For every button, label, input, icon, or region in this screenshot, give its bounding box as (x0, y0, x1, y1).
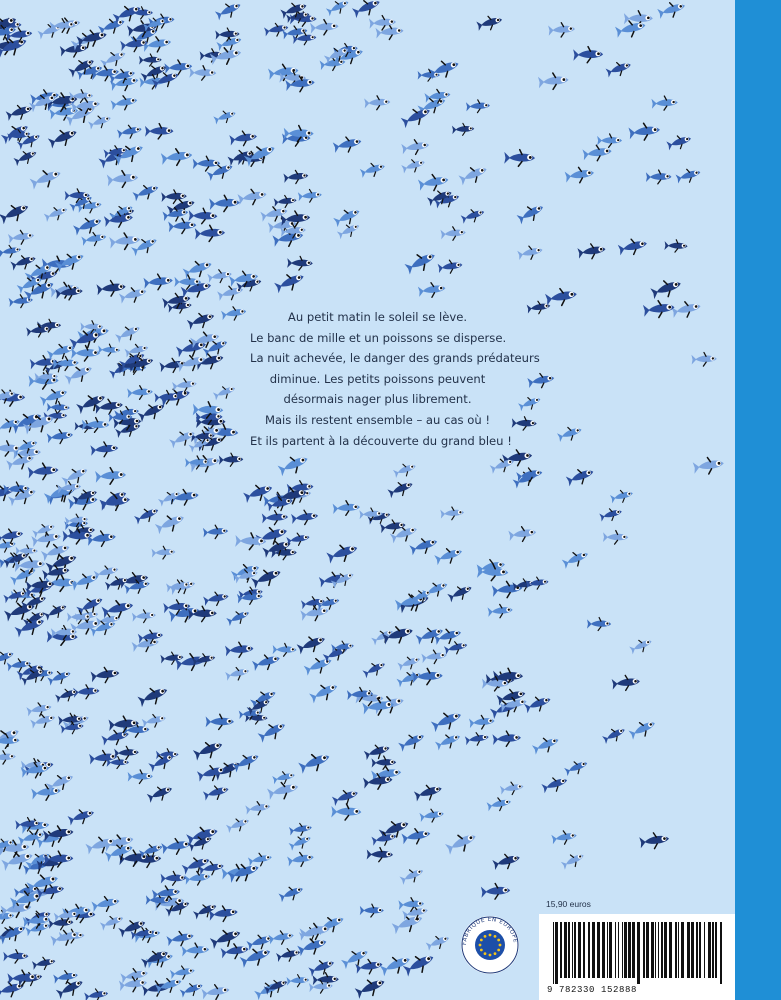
fish-icon (523, 693, 553, 716)
fish-icon (504, 150, 535, 167)
fish-icon (90, 441, 119, 458)
fish-icon (272, 769, 296, 786)
fish-icon (564, 165, 595, 185)
fish-icon (206, 714, 234, 729)
fish-icon (229, 269, 260, 289)
fish-icon (486, 795, 512, 813)
fish-icon (52, 356, 79, 371)
fish-icon (418, 281, 447, 299)
fish-icon (531, 733, 561, 756)
fish-icon (403, 248, 438, 277)
fish-icon (605, 58, 633, 79)
fish-icon (424, 88, 451, 105)
fish-icon (286, 531, 311, 547)
fish-icon (298, 188, 323, 203)
fish-icon (427, 56, 461, 82)
fish-icon (278, 883, 305, 904)
fish-icon (166, 578, 191, 594)
fish-icon (212, 383, 237, 402)
fish-icon (203, 590, 230, 608)
fish-icon (43, 203, 69, 223)
fish-icon (512, 416, 537, 430)
fish-icon (248, 851, 274, 868)
fish-icon (551, 829, 578, 846)
fish-icon (161, 871, 187, 885)
fish-icon (75, 390, 108, 416)
fish-icon (192, 900, 219, 921)
fish-icon (362, 658, 388, 679)
fish-icon (181, 853, 212, 877)
fish-icon (192, 737, 225, 762)
fish-icon (671, 299, 702, 320)
fish-icon (29, 165, 64, 192)
fish-icon (145, 124, 173, 139)
fish-icon (409, 534, 440, 557)
fish-icon (161, 189, 187, 204)
fish-icon (360, 904, 384, 917)
fish-icon (143, 273, 173, 291)
fish-icon (110, 93, 138, 112)
fish-icon (440, 226, 466, 241)
fish-icon (286, 974, 309, 987)
fish-icon (419, 807, 445, 823)
fish-icon (188, 208, 217, 224)
fish-icon (561, 547, 591, 570)
fish-icon (43, 601, 69, 623)
fish-icon (643, 299, 676, 319)
fish-icon (47, 401, 70, 414)
fish-icon (67, 806, 96, 828)
fish-icon (181, 942, 209, 958)
fish-icon (245, 800, 271, 817)
fish-icon (128, 770, 153, 784)
fish-icon (283, 169, 309, 185)
fish-icon (142, 979, 172, 999)
fish-icon (628, 717, 658, 742)
fish-icon (692, 455, 725, 476)
fish-icon (476, 13, 504, 33)
fish-icon (466, 99, 490, 113)
fish-icon (587, 617, 611, 630)
fish-icon (225, 815, 251, 835)
fish-icon (517, 243, 544, 262)
fish-icon (202, 783, 230, 803)
fish-icon (415, 624, 446, 647)
fish-icon (639, 831, 670, 851)
fish-icon (235, 533, 266, 550)
fish-icon (207, 268, 233, 285)
fish-icon (396, 668, 423, 689)
fish-icon (81, 230, 108, 247)
fish-icon (582, 143, 612, 162)
fish-icon (46, 428, 73, 445)
fish-icon (516, 201, 547, 227)
fish-icon (628, 122, 661, 142)
fish-icon (336, 220, 362, 241)
fish-icon (371, 756, 396, 770)
fish-icon (651, 95, 678, 110)
fish-icon (221, 305, 248, 322)
fish-icon (98, 344, 121, 357)
fish-icon (657, 0, 688, 21)
fish-icon (127, 385, 153, 400)
fish-icon (538, 72, 569, 91)
fish-icon (95, 467, 127, 485)
fish-icon (161, 836, 192, 856)
fish-icon (363, 741, 391, 762)
fish-icon (364, 95, 391, 110)
fish-icon (412, 668, 443, 686)
fish-icon (151, 546, 175, 560)
fish-icon (446, 582, 474, 604)
price-label: 15,90 euros (546, 899, 591, 909)
fish-icon (164, 59, 193, 76)
fish-icon (351, 0, 383, 20)
fish-icon (132, 181, 161, 203)
fish-icon (193, 156, 221, 171)
fish-icon (132, 609, 157, 624)
fish-icon (7, 969, 37, 986)
fish-icon (397, 730, 427, 754)
fish-icon (291, 509, 319, 526)
fish-icon (399, 865, 426, 887)
fish-icon (13, 147, 39, 168)
fish-icon (418, 172, 450, 193)
fish-icon (610, 487, 635, 505)
fish-icon (444, 829, 479, 857)
fish-icon (646, 170, 672, 184)
fish-icon (481, 883, 511, 900)
fish-icon (666, 132, 693, 152)
fish-icon (231, 750, 262, 775)
fish-icon (71, 345, 100, 361)
fish-icon (117, 123, 143, 141)
fish-icon (401, 826, 432, 846)
fish-icon (186, 309, 216, 332)
fish-icon (0, 750, 16, 765)
fish-icon (166, 929, 195, 948)
fish-icon (437, 258, 463, 274)
fish-icon (332, 500, 360, 516)
spine-edge (735, 0, 781, 1000)
fish-icon (458, 162, 490, 187)
fish-icon (189, 65, 216, 80)
fish-icon (601, 724, 627, 745)
fish-icon (257, 718, 289, 744)
fish-icon (611, 674, 640, 692)
fish-icon (99, 47, 128, 70)
fish-icon (303, 653, 334, 677)
fish-icon (387, 478, 415, 500)
fish-icon (225, 665, 251, 683)
fish-icon (492, 851, 522, 872)
fish-icon (133, 504, 161, 526)
fish-icon (179, 980, 205, 1000)
fish-icon (141, 712, 167, 730)
fish-icon (434, 730, 462, 752)
blurb-line: Et ils partent à la découverte du grand bleu ! (250, 433, 512, 448)
blurb-line: Le banc de mille et un poissons se disperse. (250, 330, 507, 345)
fish-icon (30, 711, 57, 730)
fish-icon (273, 194, 297, 208)
fish-icon (87, 112, 112, 131)
fish-icon (0, 538, 17, 554)
fish-icon (308, 679, 340, 705)
fish-icon (14, 614, 47, 640)
fish-icon (195, 225, 226, 242)
fish-icon (325, 0, 351, 18)
fish-icon (91, 894, 121, 914)
fish-icon (139, 54, 162, 67)
fish-icon (433, 626, 463, 647)
fish-icon (287, 256, 313, 270)
fish-icon (114, 322, 142, 345)
fish-icon (225, 641, 254, 658)
fish-icon (675, 166, 702, 186)
fish-icon (413, 781, 444, 803)
fish-icon (84, 987, 109, 1000)
fish-icon (0, 199, 31, 226)
fish-icon (229, 129, 258, 147)
fish-icon (146, 782, 175, 804)
barcode (539, 914, 735, 1000)
fish-icon (430, 707, 464, 734)
fish-icon (168, 218, 197, 235)
fish-icon (266, 779, 300, 802)
fish-icon (268, 929, 295, 946)
fish-icon (203, 524, 229, 539)
eu-badge-text: FABRIQUÉ EN EUROPE (461, 916, 518, 946)
fish-icon (184, 870, 211, 887)
fish-icon (560, 850, 586, 872)
fish-icon (251, 651, 281, 673)
fish-icon (226, 607, 252, 628)
isbn-number: 9 782330 152888 (547, 985, 638, 995)
blurb-line: Mais ils restent ensemble – au cas où ! (264, 412, 491, 427)
barcode-bars (549, 922, 725, 984)
fish-icon (0, 244, 22, 259)
fish-icon (617, 236, 648, 258)
fish-icon (220, 942, 249, 961)
fish-icon (172, 377, 198, 393)
fish-icon (465, 731, 490, 747)
fish-icon (297, 749, 332, 776)
fish-icon (8, 229, 35, 246)
fish-icon (691, 352, 717, 366)
fish-icon (500, 780, 525, 796)
fish-icon (5, 101, 34, 122)
fish-icon (434, 544, 465, 567)
fish-icon (107, 169, 139, 189)
fish-icon (10, 252, 38, 273)
fish-icon (525, 576, 549, 591)
fish-icon (32, 955, 57, 972)
fish-icon (289, 822, 313, 838)
fish-icon (421, 649, 447, 666)
blurb-line: désormais nager plus librement. (283, 392, 472, 407)
fish-icon (219, 453, 244, 467)
blurb-line: diminue. Les petits poissons peuvent (269, 371, 486, 386)
fish-icon (262, 510, 289, 525)
fish-icon (440, 506, 464, 520)
fish-icon (508, 525, 537, 543)
fish-icon (401, 138, 430, 157)
fish-icon (392, 460, 417, 479)
fish-icon (55, 284, 83, 301)
fish-icon (161, 147, 194, 167)
fish-icon (109, 231, 141, 251)
fish-icon (287, 850, 315, 868)
fish-icon (137, 683, 171, 710)
fish-icon (214, 0, 243, 22)
fish-icon (331, 804, 361, 821)
fish-icon (26, 700, 53, 718)
fish-icon (72, 214, 104, 238)
blurb-line: La nuit achevée, le danger des grands prédateurs (250, 351, 540, 366)
fish-icon (517, 394, 542, 413)
fish-icon (93, 563, 120, 582)
fish-icon (460, 206, 486, 226)
fish-icon (469, 714, 495, 730)
fish-icon (276, 946, 302, 964)
fish-icon (3, 949, 28, 963)
fish-icon (375, 23, 404, 40)
fish-icon (443, 639, 468, 656)
fish-icon (565, 465, 596, 489)
fish-icon (545, 286, 579, 308)
fish-icon (664, 239, 687, 252)
fish-icon (273, 643, 297, 656)
fish-icon (237, 187, 268, 207)
fish-icon (603, 530, 628, 544)
fish-icon (397, 653, 422, 672)
fish-icon (548, 22, 575, 38)
fish-icon (263, 976, 289, 996)
fish-icon (556, 423, 583, 443)
fish-icon (47, 667, 73, 687)
fish-icon (277, 451, 311, 478)
fish-icon (308, 956, 337, 978)
fish-icon (90, 665, 120, 684)
fish-icon (541, 774, 570, 795)
fish-icon (452, 123, 475, 136)
fish-icon (628, 636, 653, 656)
fish-icon (577, 242, 607, 261)
eu-stars-icon (460, 915, 520, 975)
fish-icon (332, 134, 363, 155)
fish-icon (354, 974, 388, 1000)
fish-icon (563, 757, 589, 777)
fish-icon (96, 279, 126, 297)
fish-icon (597, 134, 622, 147)
fish-icon (359, 160, 386, 180)
fish-icon (47, 125, 80, 151)
blurb-text (246, 305, 540, 453)
fish-icon (573, 46, 603, 63)
fish-icon (310, 19, 339, 36)
fish-icon (27, 462, 59, 481)
fish-icon (296, 632, 328, 657)
fish-icon (650, 276, 684, 302)
fish-icon (401, 156, 427, 175)
fish-icon (331, 786, 360, 808)
fish-icon (402, 950, 437, 979)
fish-icon (527, 371, 556, 390)
fish-icon (492, 580, 524, 599)
fish-icon (492, 730, 521, 747)
fish-icon (213, 107, 238, 126)
fish-icon (0, 481, 18, 505)
fish-icon (425, 932, 451, 952)
fish-icon (154, 510, 187, 536)
fish-icon (599, 506, 624, 524)
fish-icon (273, 269, 306, 295)
fish-icon (185, 456, 210, 470)
fish-icon (170, 964, 196, 981)
fish-icon (201, 983, 230, 1000)
blurb-line: Au petit matin le soleil se lève. (287, 310, 468, 324)
fish-icon (209, 195, 240, 213)
fish-icon (326, 540, 360, 566)
fish-icon (487, 603, 513, 619)
fish-icon (367, 847, 393, 861)
